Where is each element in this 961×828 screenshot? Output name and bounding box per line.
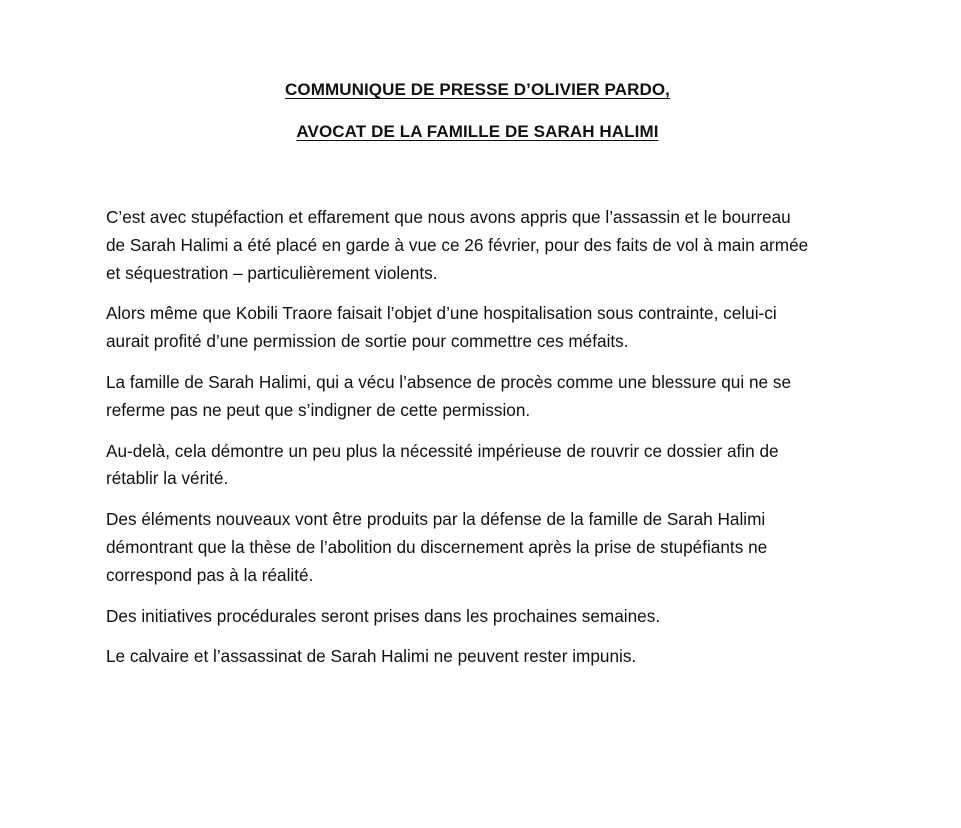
paragraph-line: Le calvaire et l’assassinat de Sarah Halimi ne peuvent rester impunis. xyxy=(106,646,637,667)
paragraph-3 xyxy=(106,369,866,425)
paragraph-line: Alors même que Kobili Traore faisait l’objet d’une hospitalisation sous contrainte, celui-ci xyxy=(106,303,777,324)
paragraph-line: referme pas ne peut que s’indigner de cette permission. xyxy=(106,399,531,420)
title-line-2: AVOCAT DE LA FAMILLE DE SARAH HALIMI xyxy=(296,122,659,141)
paragraph-line: La famille de Sarah Halimi, qui a vécu l’absence de procès comme une blessure qui ne se xyxy=(106,371,792,392)
paragraph-1 xyxy=(106,204,866,287)
paragraph-line: Des initiatives procédurales seront prises dans les prochaines semaines. xyxy=(106,605,661,626)
paragraph-2 xyxy=(106,300,866,356)
paragraph-5 xyxy=(106,506,866,589)
paragraph-line: Des éléments nouveaux vont être produits par la défense de la famille de Sarah Halimi xyxy=(106,509,766,530)
title-line-1: COMMUNIQUE DE PRESSE D’OLIVIER PARDO, xyxy=(285,80,670,99)
paragraph-line: correspond pas à la réalité. xyxy=(106,564,314,585)
paragraph-line: aurait profité d’une permission de sortie pour commettre ces méfaits. xyxy=(106,331,629,352)
paragraph-6 xyxy=(106,603,866,631)
paragraph-line: C’est avec stupéfaction et effarement que nous avons appris que l’assassin et le bourreau xyxy=(106,207,791,227)
paragraph-4 xyxy=(106,438,866,494)
paragraph-7 xyxy=(106,643,866,671)
paragraph-line: rétablir la vérité. xyxy=(106,468,229,489)
paragraph-line: de Sarah Halimi a été placé en garde à vue ce 26 février, pour des faits de vol à main armée xyxy=(106,234,809,255)
paragraph-line: démontrant que la thèse de l’abolition du discernement après la prise de stupéfiants ne xyxy=(106,536,768,557)
paragraph-line: Au-delà, cela démontre un peu plus la nécessité impérieuse de rouvrir ce dossier afin de xyxy=(106,440,779,461)
press-release-body xyxy=(106,204,866,684)
paragraph-line: et séquestration – particulièrement violents. xyxy=(106,262,438,283)
